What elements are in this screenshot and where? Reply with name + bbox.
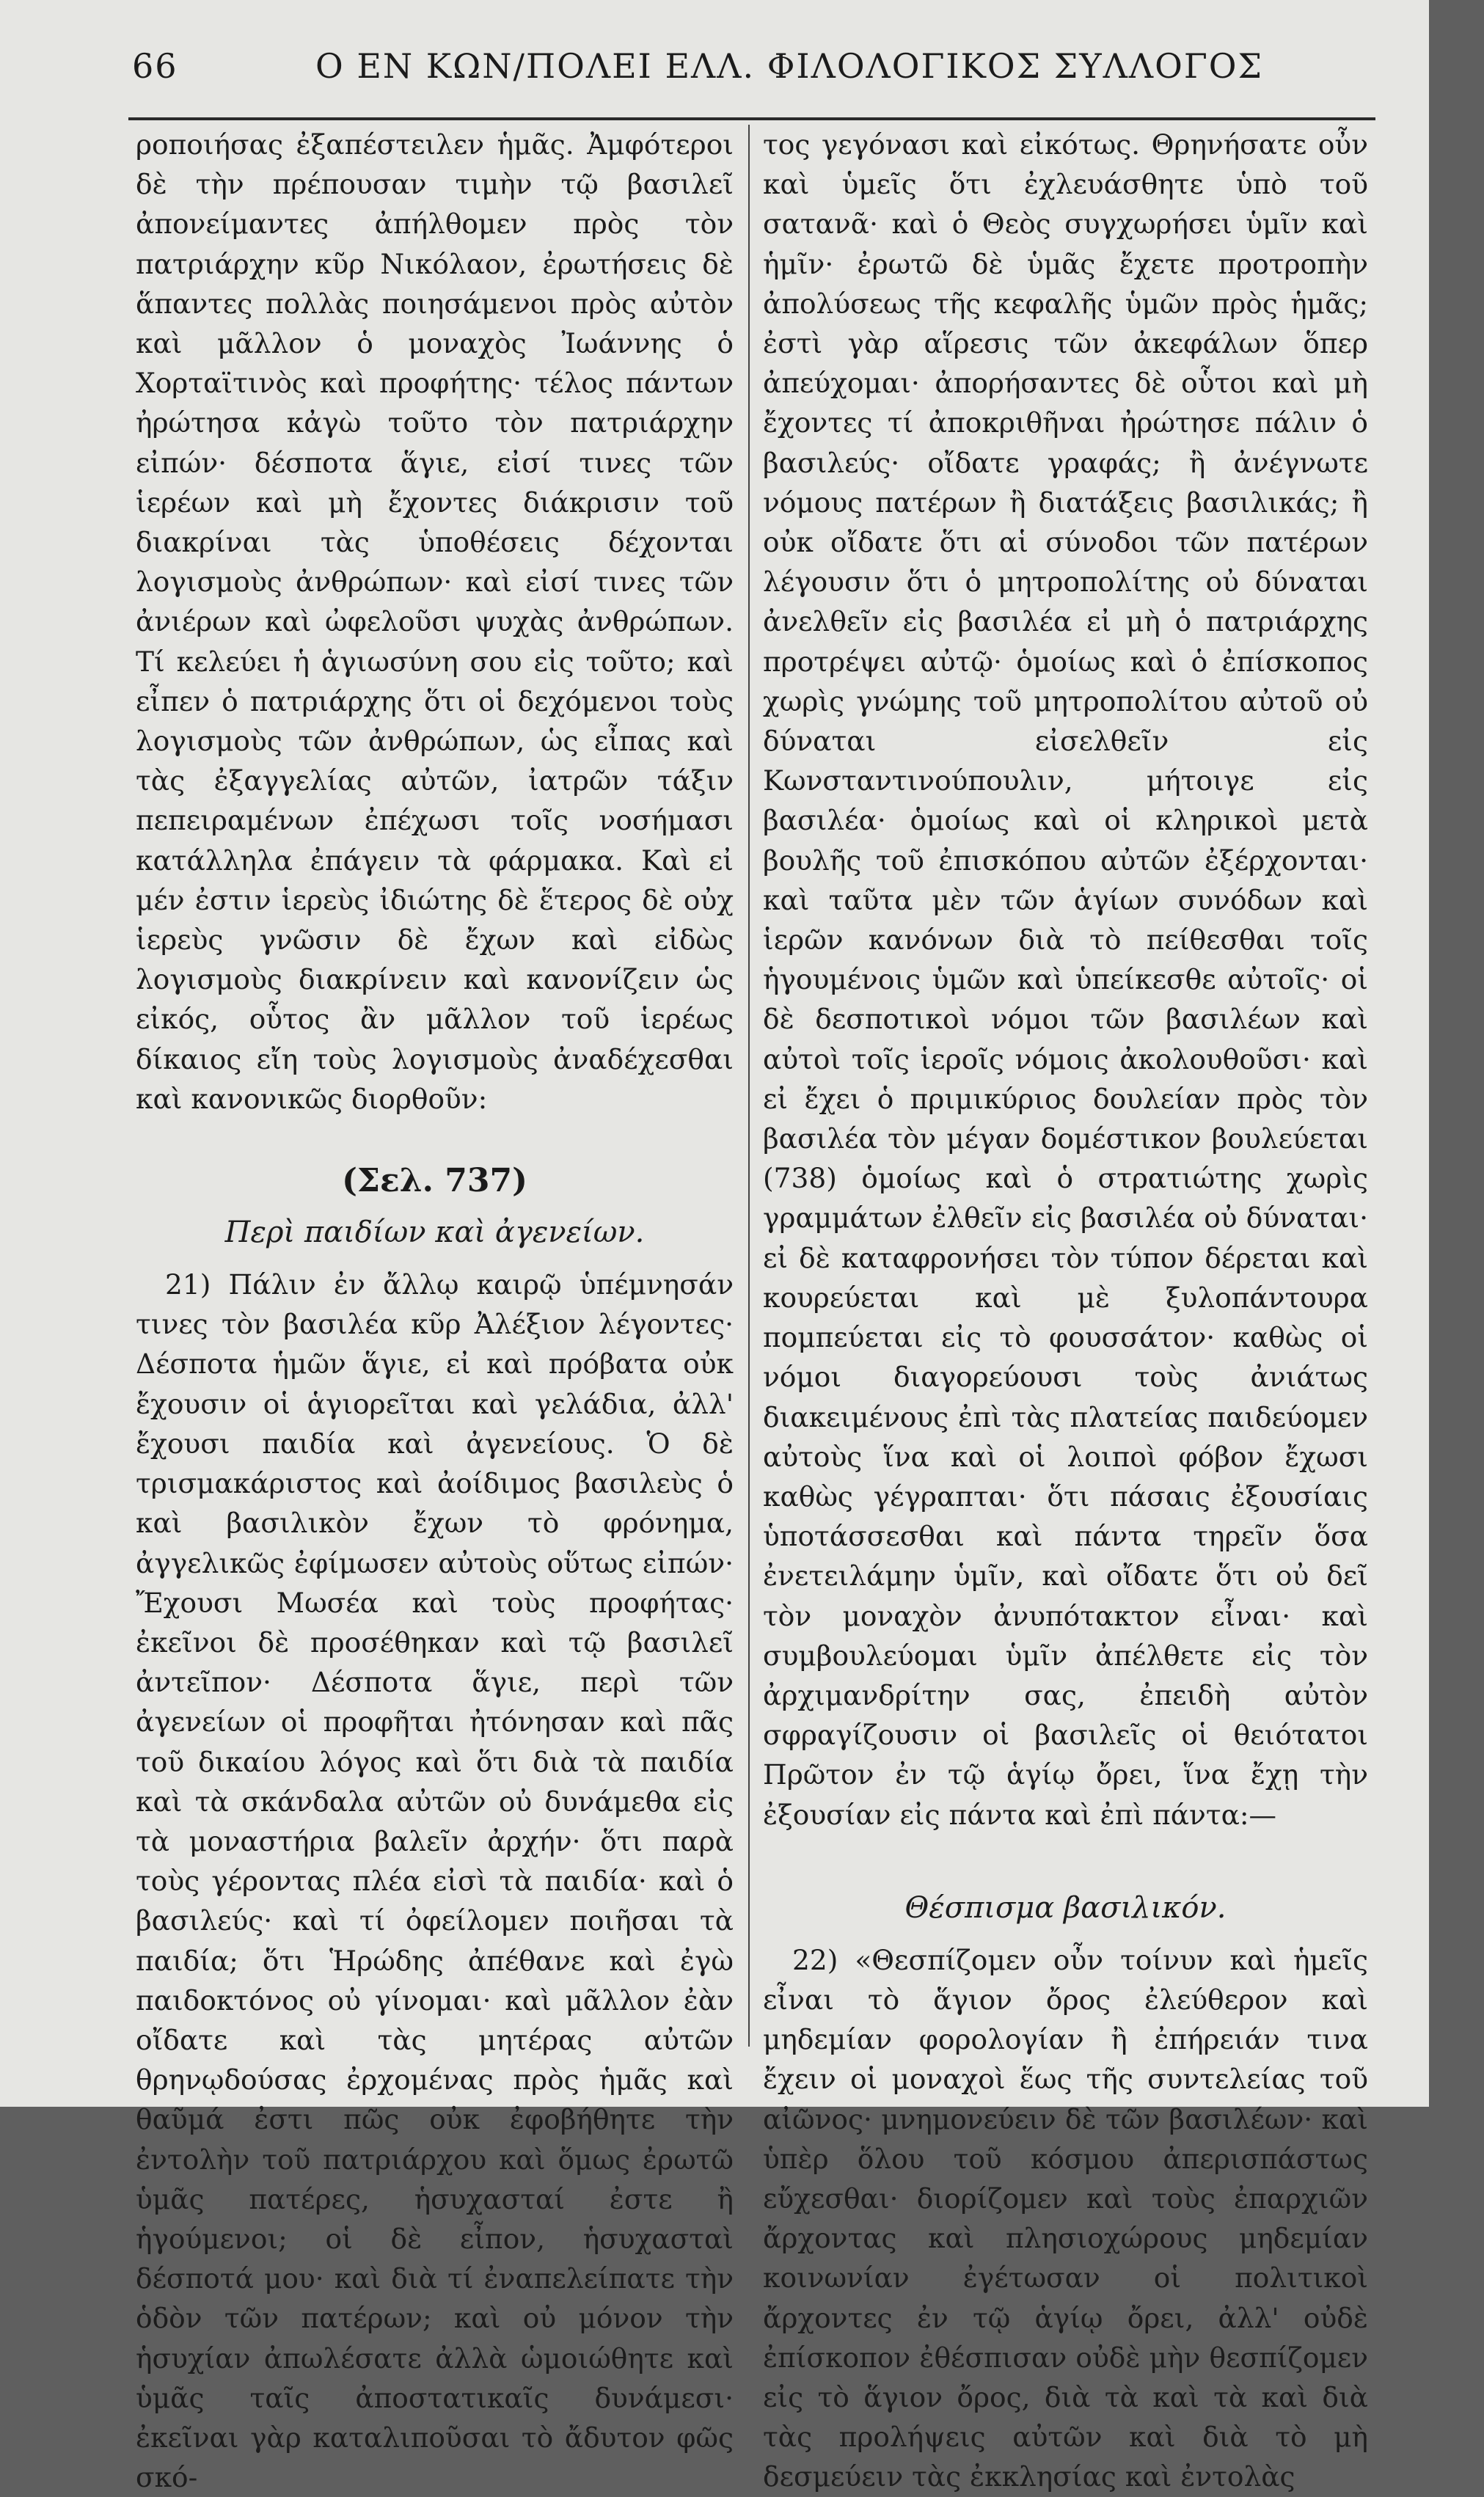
left-paragraph-2: 21) Πάλιν ἐν ἄλλῳ καιρῷ ὑπέμνησάν τινες τὸν βασιλέα κῦρ Ἀλέξιον λέγοντες· Δέσποτα ἡμῶν ἅγιε, εἰ καὶ πρόβατα οὐκ ἔχουσιν οἱ ἁγιορεῖται καὶ γελάδια, ἀλλ' ἔχουσι παιδία καὶ ἀγενείους. Ὁ δὲ τρισμακάριστος καὶ ἀοίδιμος βασιλεὺς ὁ καὶ βασιλικὸν ἔχων τὸ φρόνημα, ἀγγελικῶς ἐφίμωσεν αὐτοὺς οὕτως εἰπών· Ἔχουσι Μωσέα καὶ τοὺς προφήτας· ἐκεῖνοι δὲ προσέθηκαν καὶ τῷ βασιλεῖ ἀντεῖπον· Δέσποτα ἅγιε, περὶ τῶν ἀγενείων οἱ προφῆται ἠτόνησαν καὶ πᾶς τοῦ δικαίου λόγος καὶ ὅτι διὰ τὰ παιδία καὶ τὰ σκάνδαλα αὐτῶν οὐ δυνάμεθα εἰς τὰ μοναστήρια βαλεῖν ἀρχήν· ὅτι παρὰ τοὺς γέροντας πλέα εἰσὶ τὰ παιδία· καὶ ὁ βασιλεύς· καὶ τί ὀφείλομεν ποιῆσαι τὰ παιδία; ὅτι Ἡρώδης ἀπέθανε καὶ ἐγὼ παιδοκτόνος οὐ γίνομαι· καὶ μᾶλλον ἐὰν οἴδατε καὶ τὰς μητέρας αὐτῶν θρηνῳδούσας ἐρχομένας πρὸς ἡμᾶς καὶ θαῦμά ἐστι πῶς οὐκ ἐφοβήθητε τὴν ἐντολὴν τοῦ πατριάρχου καὶ ὅμως ἐρωτῶ ὑμᾶς πατέρες, ἡσυχασταί ἐστε ἢ ἡγούμενοι; οἱ δὲ εἶπον, ἡσυχασταὶ δέσποτά μου· καὶ διὰ τί ἐναπελείπατε τὴν ὁδὸν τῶν πατέρων; καὶ οὐ μόνον τὴν ἡσυχίαν ἀπωλέσατε ἀλλὰ ὡμοιώθητε καὶ ὑμᾶς ταῖς ἀποστατικαῖς δυνάμεσι· ἐκεῖναι γὰρ καταλιποῦσαι τὸ ἄδυτον φῶς σκό- <box>136 1268 734 2494</box>
column-divider <box>748 125 750 2047</box>
page-number: 66 <box>132 46 178 86</box>
running-header <box>125 40 1386 99</box>
right-column <box>763 125 1368 2493</box>
left-column <box>136 125 734 2494</box>
left-paragraph-1: ροποιήσας ἐξαπέστειλεν ἡμᾶς. Ἀμφότεροι δὲ τὴν πρέπουσαν τιμὴν τῷ βασιλεῖ ἀπονείμαντες ἀπήλθομεν πρὸς τὸν πατριάρχην κῦρ Νικόλαον, ἐρωτήσεις δὲ ἅπαντες πολλὰς ποιησάμενοι πρὸς αὐτὸν καὶ μᾶλλον ὁ μοναχὸς Ἰωάννης ὁ Χορταϊτινὸς καὶ προφήτης· τέλος πάντων ἠρώτησα κἀγὼ τοῦτο τὸν πατριάρχην εἰπών· δέσποτα ἅγιε, εἰσί τινες τῶν ἱερέων καὶ μὴ ἔχοντες διάκρισιν τοῦ διακρίναι τὰς ὑποθέσεις δέχονται λογισμοὺς ἀνθρώπων· καὶ εἰσί τινες τῶν ἀνιέρων καὶ ὠφελοῦσι ψυχὰς ἀνθρώπων. Τί κελεύει ἡ ἁγιωσύνη σου εἰς τοῦτο; καὶ εἶπεν ὁ πατριάρχης ὅτι οἱ δεχόμενοι τοὺς λογισμοὺς τῶν ἀνθρώπων, ὡς εἶπας καὶ τὰς ἐξαγγελίας αὐτῶν, ἰατρῶν τάξιν πεπειραμένων ἐπέχωσι τοῖς νοσήμασι κατάλληλα ἐπάγειν τὰ φάρμακα. Καὶ εἰ μέν ἐστιν ἱερεὺς ἰδιώτης δὲ ἕτερος δὲ οὐχ ἱερεὺς γνῶσιν δὲ ἔχων καὶ εἰδὼς λογισμοὺς διακρίνειν καὶ κανονίζειν ὡς εἰκός, οὗτος ἂν μᾶλλον τοῦ ἱερέως δίκαιος εἴη τοὺς λογισμοὺς ἀναδέχεσθαι καὶ κανονικῶς διορθοῦν: <box>136 128 734 1115</box>
section-marker: (Σελ. 737) <box>342 1162 527 1200</box>
subheading-children: Περὶ παιδίων καὶ ἀγενείων. <box>224 1215 645 1250</box>
subheading-decree: Θέσπισμα βασιλικόν. <box>904 1890 1227 1925</box>
right-paragraph-2: 22) «Θεσπίζομεν οὖν τοίνυν καὶ ἡμεῖς εἶναι τὸ ἅγιον ὄρος ἐλεύθερον καὶ μηδεμίαν φορολογίαν ἢ ἐπήρειάν τινα ἔχειν οἱ μοναχοὶ ἕως τῆς συντελείας τοῦ αἰῶνος· μνημονεύειν δὲ τῶν βασιλέων· καὶ ὑπὲρ ὅλου τοῦ κόσμου ἀπερισπάστως εὔχεσθαι· διορίζομεν καὶ τοὺς ἐπαρχιῶν ἄρχοντας καὶ πλησιοχώρους μηδεμίαν κοινωνίαν ἐγέτωσαν οἱ πολιτικοὶ ἄρχοντες ἐν τῷ ἁγίῳ ὄρει, ἀλλ' οὐδὲ ἐπίσκοπον ἐθέσπισαν οὐδὲ μὴν θεσπίζομεν εἰς τὸ ἅγιον ὄρος, διὰ τὰ καὶ τὰ καὶ διὰ τὰς προλήψεις αὐτῶν καὶ διὰ τὸ μὴ δεσμεύειν τὰς ἐκκλησίας καὶ ἐντολὰς <box>763 1943 1368 2493</box>
right-paragraph-1: τος γεγόνασι καὶ εἰκότως. Θρηνήσατε οὖν καὶ ὑμεῖς ὅτι ἐχλευάσθητε ὑπὸ τοῦ σατανᾶ· καὶ ὁ Θεὸς συγχωρήσει ὑμῖν καὶ ἡμῖν· ἐρωτῶ δὲ ὑμᾶς ἔχετε προτροπὴν ἀπολύσεως τῆς κεφαλῆς ὑμῶν πρὸς ἡμᾶς; ἐστὶ γὰρ αἵρεσις τῶν ἀκεφάλων ὅπερ ἀπεύχομαι· ἀπορήσαντες δὲ οὗτοι καὶ μὴ ἔχοντες τί ἀποκριθῆναι ἠρώτησε πάλιν ὁ βασιλεύς· οἴδατε γραφάς; ἢ ἀνέγνωτε νόμους πατέρων ἢ διατάξεις βασιλικάς; ἢ οὐκ οἴδατε ὅτι αἱ σύνοδοι τῶν πατέρων λέγουσιν ὅτι ὁ μητροπολίτης οὐ δύναται ἀνελθεῖν εἰς βασιλέα εἰ μὴ ὁ πατριάρχης προτρέψει αὐτῷ· ὁμοίως καὶ ὁ ἐπίσκοπος χωρὶς γνώμης τοῦ μητροπολίτου αὐτοῦ οὐ δύναται εἰσελθεῖν εἰς Κωνσταντινούπουλιν, μήτοιγε εἰς βασιλέα· ὁμοίως καὶ οἱ κληρικοὶ μετὰ βουλῆς τοῦ ἐπισκόπου αὐτῶν ἐξέρχονται· καὶ ταῦτα μὲν τῶν ἁγίων συνόδων καὶ ἱερῶν κανόνων διὰ τὸ πείθεσθαι τοῖς ἡγουμένοις ὑμῶν καὶ ὑπείκεσθε αὐτοῖς· οἱ δὲ δεσποτικοὶ νόμοι τῶν βασιλέων καὶ αὐτοὶ τοῖς ἱεροῖς νόμοις ἀκολουθοῦσι· καὶ εἰ ἔχει ὁ πριμικύριος δουλείαν πρὸς τὸν βασιλέα τὸν μέγαν δομέστικον βουλεύεται (738) ὁμοίως καὶ ὁ στρατιώτης χωρὶς γραμμάτων ἐλθεῖν εἰς βασιλέα οὐ δύναται· εἰ δὲ καταφρονήσει τὸν τύπον δέρεται καὶ κουρεύεται καὶ μὲ ξυλοπάντουρα πομπεύεται εἰς τὸ φουσσάτον· καθὼς οἱ νόμοι διαγορεύουσι τοὺς ἀνιάτως διακειμένους ἐπὶ τὰς πλατείας παιδεύομεν αὐτοὺς ἵνα καὶ οἱ λοιποὶ φόβον ἔχωσι καθὼς γέγραπται· ὅτι πάσαις ἐξουσίαις ὑποτάσσεσθαι καὶ πάντα τηρεῖν ὅσα ἐνετειλάμην ὑμῖν, καὶ οἴδατε ὅτι οὐ δεῖ τὸν μοναχὸν ἀνυπότακτον εἶναι· καὶ συμβουλεύομαι ὑμῖν ἀπέλθετε εἰς τὸν ἀρχιμανδρίτην σας, ἐπειδὴ αὐτὸν σφραγίζουσιν οἱ βασιλεῖς οἱ θειότατοι Πρῶτον ἐν τῷ ἁγίῳ ὄρει, ἵνα ἔχῃ τὴν ἐξουσίαν εἰς πάντα καὶ ἐπὶ πάντα:— <box>763 128 1368 1831</box>
running-title: Ο ΕΝ ΚΩΝ/ΠΟΛΕΙ ΕΛΛ. ΦΙΛΟΛΟΓΙΚΟΣ ΣΥΛΛΟΓΟΣ <box>315 46 1263 86</box>
header-rule <box>128 117 1375 120</box>
